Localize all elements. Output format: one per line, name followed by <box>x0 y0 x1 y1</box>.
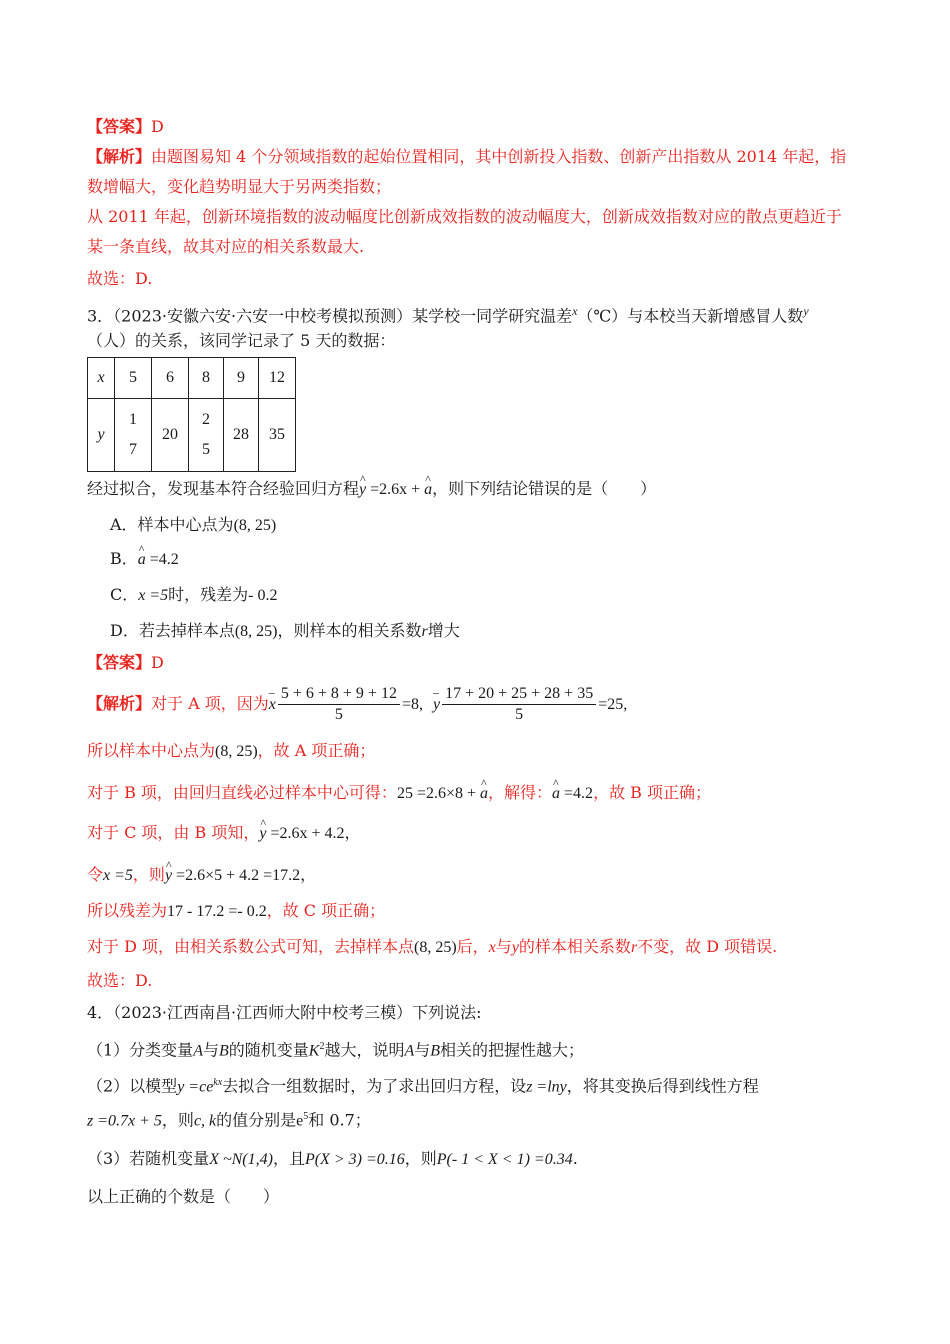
option-a-label: A．样本中心点为 <box>110 515 234 534</box>
q3-analysis-line-5 <box>87 864 316 887</box>
analysis-text: 由题图易知 4 个分领域指数的起始位置相同，其中创新投入指数、创新产出指数从 2014 年起，指 <box>151 147 847 166</box>
option-d <box>110 620 460 643</box>
y-hat: ^ y <box>359 479 366 501</box>
y-hat: ^ y <box>259 823 266 845</box>
q4-item-3 <box>87 1148 578 1171</box>
item-text: . <box>572 1149 578 1168</box>
cell-digit: 1 <box>129 411 137 428</box>
analysis-text-3: ，故 B 项正确； <box>593 783 711 802</box>
q3-stem-line-2: （人）的关系，该同学记录了 5 天的数据： <box>87 331 396 350</box>
table-cell <box>189 399 224 472</box>
item-text: ，则 <box>161 1110 194 1130</box>
cell-digit: 5 <box>202 441 210 458</box>
table-row-x <box>88 358 296 399</box>
item-text: 越大，说明 <box>324 1040 405 1060</box>
equation: =2.6x + 4.2 <box>266 825 345 842</box>
punctuation: ， <box>300 867 317 884</box>
var-r: r <box>630 939 638 956</box>
x-bar-value: =8 <box>401 696 419 713</box>
option-c-label: C． <box>110 585 139 604</box>
option-c <box>110 584 278 607</box>
q3-analysis-line-7 <box>87 936 777 959</box>
var-a: A <box>193 1042 203 1060</box>
item-text: 的值分别是 <box>216 1110 297 1130</box>
q2-analysis-line-4: 某一条直线，故其对应的相关系数最大. <box>87 237 365 256</box>
item-text: 与 <box>414 1040 431 1060</box>
var-y: y <box>511 939 519 956</box>
option-c-math: x =5 <box>138 587 169 604</box>
q4-stem: 4．（2023·江西南昌·江西师大附中校考三模）下列说法: <box>87 1003 482 1022</box>
y-hat: ^ y <box>165 865 172 887</box>
option-c-text: 时，残差为 <box>168 585 249 604</box>
option-b-label: B． <box>110 549 138 568</box>
fraction-denominator: 5 <box>334 706 343 723</box>
x-value: x =5 <box>103 867 133 884</box>
var-b: B <box>430 1042 441 1060</box>
option-b-math: =4.2 <box>145 551 179 568</box>
q2-analysis-line-3: 从 2011 年起，创新环境指数的波动幅度比创新成效指数的波动幅度大，创新成效指数对应的散点更趋近于 <box>87 207 842 226</box>
var-x: x <box>488 939 496 956</box>
superscript: kx <box>213 1077 223 1088</box>
a-hat-value: =4.2 <box>560 785 594 802</box>
item-text: 与 <box>202 1040 219 1060</box>
item-text: 去拟合一组数据时，为了求出回归方程，设 <box>222 1076 527 1096</box>
var-y: y <box>803 304 809 318</box>
q3-answer-line <box>87 652 164 674</box>
option-c-value: - 0.2 <box>248 587 278 604</box>
fraction-denominator: 5 <box>515 706 524 723</box>
superscript: 2 <box>319 1041 325 1052</box>
analysis-text: 所以样本中心点为 <box>87 741 216 760</box>
option-a-math: (8, 25) <box>233 517 277 534</box>
fraction-y <box>442 685 596 724</box>
superscript: 5 <box>303 1111 309 1122</box>
vars-c-k: c, k <box>193 1112 217 1130</box>
analysis-text: 对于 D 项，由相关系数公式可知，去掉样本点 <box>87 937 415 956</box>
q3-stem-line-1 <box>87 300 809 327</box>
punctuation: ， <box>344 825 361 842</box>
analysis-label: 【解析】 <box>87 694 152 713</box>
q3-stem-text-2: （℃）与本校当天新增感冒人数 <box>577 306 804 326</box>
center-point: (8, 25) <box>215 743 258 760</box>
a-hat: ^ a <box>138 549 146 571</box>
fraction-numerator: 17 + 20 + 25 + 28 + 35 <box>442 685 596 705</box>
sample-point: (8, 25) <box>414 939 457 956</box>
q3-conclusion: 故选：D. <box>87 971 153 990</box>
probability-1: P(X > 3) =0.16 <box>304 1151 405 1168</box>
a-hat: ^ a <box>480 783 488 805</box>
q2-conclusion: 故选：D. <box>87 269 153 288</box>
cell-digit: 7 <box>129 441 137 458</box>
y-bar-value: =25 <box>598 696 624 713</box>
q3-analysis-line-2 <box>87 740 375 763</box>
analysis-text-2: ，故 A 项正确； <box>257 741 376 760</box>
analysis-text-2: ，故 C 项正确； <box>266 901 386 920</box>
answer-value: D <box>151 117 164 136</box>
data-table <box>87 357 296 472</box>
table-cell: 9 <box>224 358 259 399</box>
equation: 25 =2.6×8 + <box>396 785 481 802</box>
table-header-x: x <box>88 358 115 399</box>
option-d-label: D．若去掉样本点 <box>110 621 235 640</box>
fraction-x <box>278 685 400 724</box>
table-cell: 8 <box>189 358 224 399</box>
option-d-end: 增大 <box>427 621 460 640</box>
q3-analysis-line-1: 【解析】对于 A 项，因为– x $\frac{5 + 6 + 8 + 9 + 12}{5}$ =8, – y $\frac{17 + 20 + 25 + 28 + 35}{5}$ =25, <box>87 684 627 725</box>
q4-item-2-cont <box>87 1106 371 1132</box>
cell-digit: 2 <box>202 411 210 428</box>
equation: =2.6×5 + 4.2 =17.2 <box>172 867 301 884</box>
q4-item-2 <box>87 1072 759 1098</box>
analysis-text: 对于 C 项，由 B 项知， <box>87 823 260 842</box>
table-cell: 12 <box>259 358 296 399</box>
x-bar: – x <box>269 685 276 725</box>
q4-question: 以上正确的个数是（ ） <box>87 1187 280 1206</box>
q3-analysis-line-3 <box>87 782 711 805</box>
y-bar: – y <box>433 685 440 725</box>
analysis-text: 对于 B 项，由回归直线必过样本中心可得： <box>87 783 397 802</box>
item-text: 的随机变量 <box>228 1040 309 1060</box>
linear-equation: z =0.7x + 5 <box>87 1112 162 1130</box>
fit-text: 经过拟合，发现基本符合经验回归方程 <box>87 479 360 498</box>
item-text: （3）若随机变量 <box>87 1149 210 1168</box>
option-d-text: ，则样本的相关系数 <box>277 621 422 640</box>
answer-label: 【答案】 <box>87 653 152 672</box>
q3-stem-text: 3．（2023·安徽六安·六安一中校考模拟预测）某学校一同学研究温差 <box>87 306 573 326</box>
analysis-text-2: ，则 <box>132 865 165 884</box>
var-b: B <box>218 1042 229 1060</box>
analysis-text-2: 后， <box>456 937 489 956</box>
answer-label: 【答案】 <box>87 117 152 136</box>
fraction-numerator: 5 + 6 + 8 + 9 + 12 <box>278 685 400 705</box>
model-equation: y =ce <box>177 1078 214 1096</box>
analysis-text: 令 <box>87 865 104 884</box>
q2-analysis-line-2: 数增幅大，变化趋势明显大于另两类指数； <box>87 177 392 196</box>
item-text: ，将其变换后得到线性方程 <box>566 1076 759 1096</box>
option-b <box>110 548 179 571</box>
table-cell: 20 <box>152 399 189 472</box>
var-x: x <box>572 304 578 318</box>
var-k: K <box>308 1042 320 1060</box>
table-row-y <box>88 399 296 472</box>
q2-analysis-line-1 <box>87 146 846 168</box>
q3-analysis-line-4 <box>87 822 361 845</box>
item-text: 和 0.7； <box>308 1110 371 1130</box>
var-a: A <box>404 1042 415 1060</box>
analysis-text: 所以残差为 <box>87 901 168 920</box>
analysis-text-4: 的样本相关系数 <box>518 937 631 956</box>
fit-text-2: ，则下列结论错误的是（ ） <box>432 479 657 498</box>
option-a <box>110 514 276 537</box>
substitution: z =lny <box>526 1078 567 1096</box>
item-text: ，则 <box>404 1149 437 1168</box>
item-text: 相关的把握性越大； <box>440 1040 585 1060</box>
item-text: （1）分类变量 <box>87 1040 194 1060</box>
item-text: ，且 <box>272 1149 305 1168</box>
distribution: X ~N(1,4) <box>209 1151 273 1168</box>
table-cell: 28 <box>224 399 259 472</box>
answer-value: D <box>151 653 164 672</box>
q2-answer-line <box>87 116 164 138</box>
table-cell: 6 <box>152 358 189 399</box>
q3-analysis-line-6 <box>87 900 385 923</box>
table-cell: 35 <box>259 399 296 472</box>
item-text: （2）以模型 <box>87 1076 178 1096</box>
analysis-text-3: 与 <box>495 937 512 956</box>
probability-2: P(- 1 < X < 1) =0.34 <box>436 1151 573 1168</box>
analysis-text: 对于 A 项，因为 <box>151 694 269 713</box>
analysis-text-5: 不变，故 D 项错误. <box>637 937 778 956</box>
table-header-y: y <box>88 399 115 472</box>
var-r: r <box>421 623 428 640</box>
fit-equation: =2.6x + <box>366 481 425 498</box>
residual-equation: 17 - 17.2 =- 0.2 <box>167 903 267 920</box>
e-base: e <box>296 1112 304 1130</box>
table-cell: 5 <box>115 358 152 399</box>
a-hat: ^ a <box>552 783 560 805</box>
option-d-math: (8, 25) <box>234 623 278 640</box>
analysis-text-2: ，解得： <box>488 783 553 802</box>
q4-item-1 <box>87 1036 584 1062</box>
analysis-label: 【解析】 <box>87 147 152 166</box>
a-hat: ^ a <box>424 479 432 501</box>
q3-fit-line <box>87 478 656 501</box>
table-cell <box>115 399 152 472</box>
